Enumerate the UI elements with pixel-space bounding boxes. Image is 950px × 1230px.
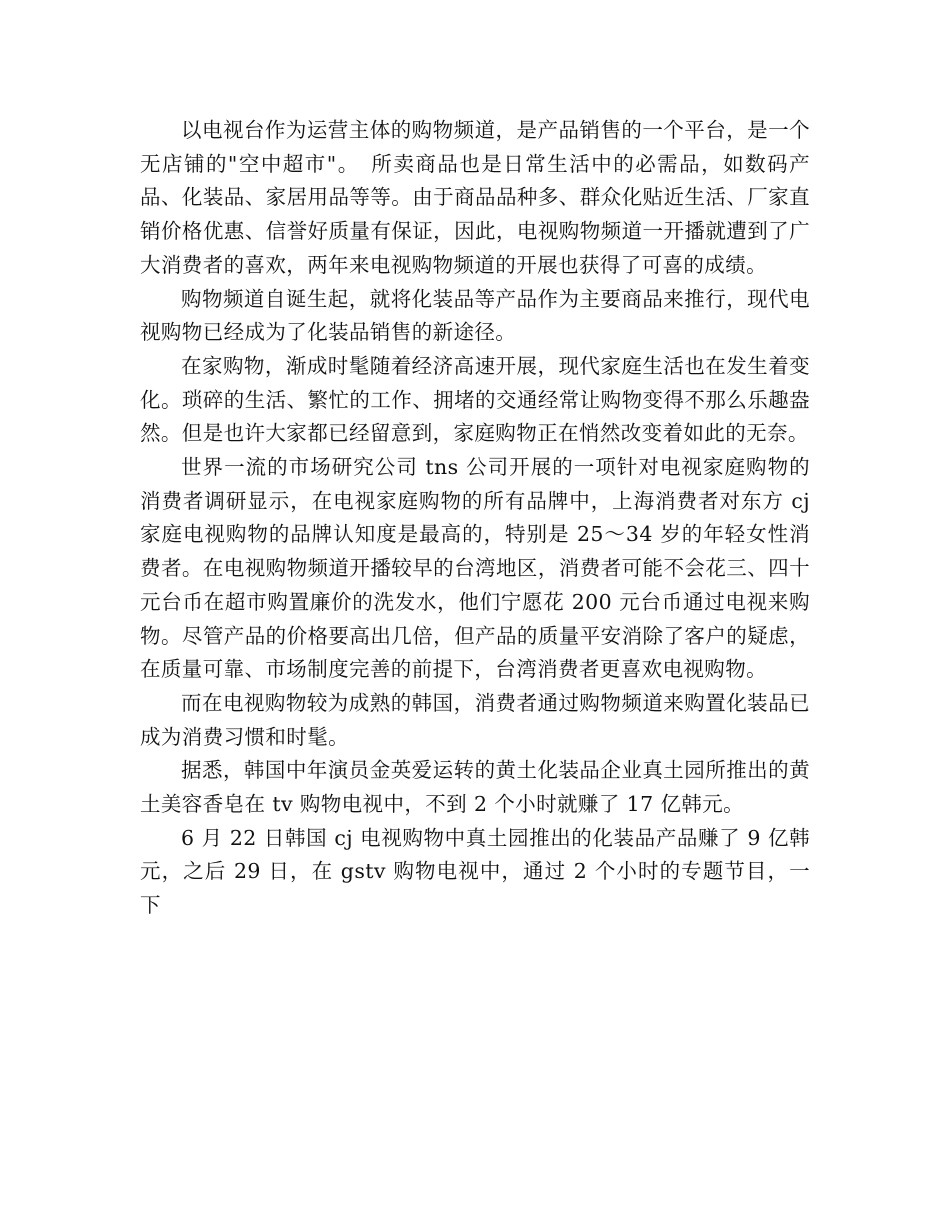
paragraph: 世界一流的市场研究公司 tns 公司开展的一项针对电视家庭购物的消费者调研显示，在电视家庭购物的所有品牌中，上海消费者对东方 cj 家庭电视购物的品牌认知度是最高的，特别是 25～34 岁的年轻女性消费者。在电视购物频道开播较早的台湾地区，消费者可能不会花三、四十元台币在超市购置廉价的洗发水，他们宁愿花 200 元台币通过电视来购物。尽管产品的价格要高出几倍，但产品的质量平安消除了客户的疑虑，在质量可靠、市场制度完善的前提下，台湾消费者更喜欢电视购物。: [140, 455, 810, 682]
document-page: [140, 114, 810, 923]
paragraph: 在家购物，渐成时髦随着经济高速开展，现代家庭生活也在发生着变化。琐碎的生活、繁忙的工作、拥堵的交通经常让购物变得不那么乐趣盎然。但是也许大家都已经留意到，家庭购物正在悄然改变着如此的无奈。: [140, 353, 810, 446]
paragraph: 据悉，韩国中年演员金英爱运转的黄土化装品企业真土园所推出的黄土美容香皂在 tv 购物电视中，不到 2 个小时就赚了 17 亿韩元。: [140, 758, 810, 817]
paragraph: 6 月 22 日韩国 cj 电视购物中真土园推出的化装品产品赚了 9 亿韩元，之后 29 日，在 gstv 购物电视中，通过 2 个小时的专题节目，一下: [140, 825, 810, 918]
paragraph: 购物频道自诞生起，就将化装品等产品作为主要商品来推行，现代电视购物已经成为了化装品销售的新途径。: [140, 286, 810, 345]
paragraph: 而在电视购物较为成熟的韩国，消费者通过购物频道来购置化装品已成为消费习惯和时髦。: [140, 690, 810, 749]
paragraph: 以电视台作为运营主体的购物频道，是产品销售的一个平台，是一个无店铺的"空中超市"。 所卖商品也是日常生活中的必需品，如数码产品、化装品、家居用品等等。由于商品品种多、群众化贴近生活、厂家直销价格优惠、信誉好质量有保证，因此，电视购物频道一开播就遭到了广大消费者的喜欢，两年来电视购物频道的开展也获得了可喜的成绩。: [140, 118, 810, 277]
